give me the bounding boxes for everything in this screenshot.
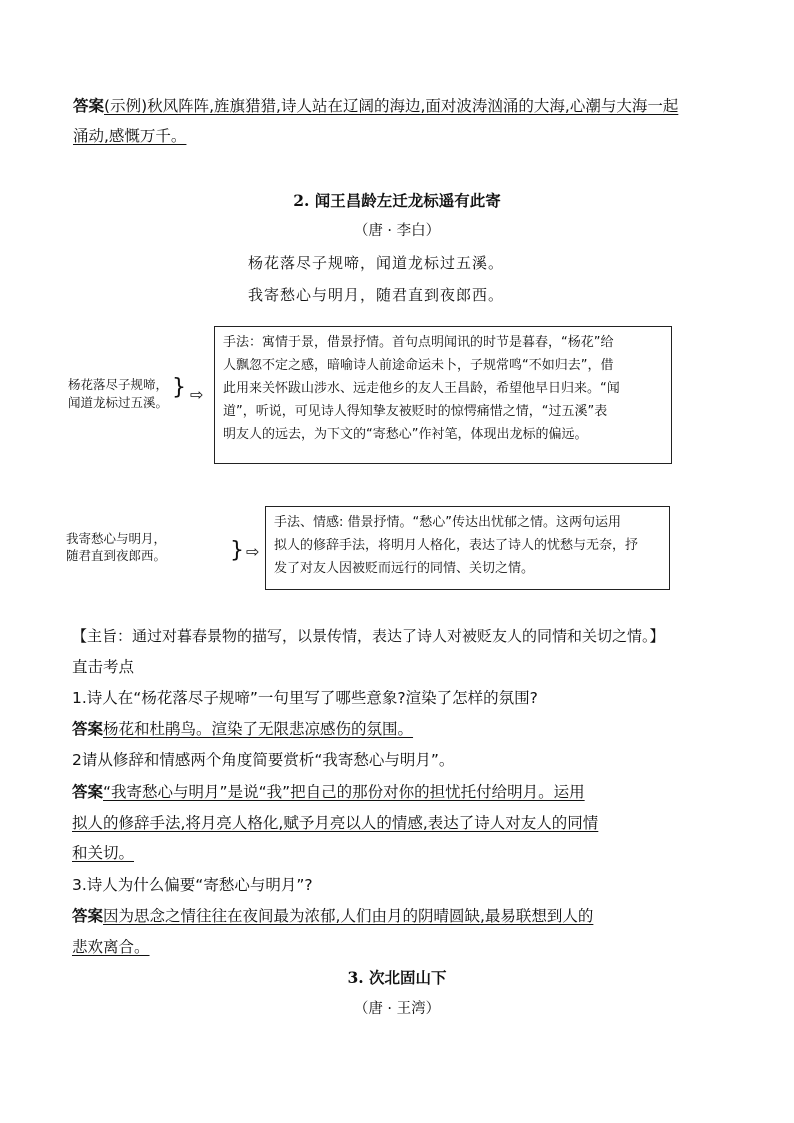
answer-q3-line-1 <box>72 906 593 926</box>
annotation-source-line-1: 杨花落尽子规啼， <box>68 377 169 392</box>
answer-text: (示例)秋风阵阵,旌旗猎猎,诗人站在辽阔的海边,面对波涛汹涌的大海,心潮与大海一起 <box>104 97 679 115</box>
poem-author: （唐 · 李白） <box>353 223 441 239</box>
answer-label: 答案 <box>72 907 104 925</box>
arrow-right-icon: ⇨ <box>246 542 260 561</box>
annotation-box-2 <box>265 506 670 590</box>
brace-icon: } <box>230 538 244 563</box>
answer-text: 和关切。 <box>72 844 135 862</box>
answer-text: 拟人的修辞手法,将月亮人格化,赋予月亮以人的情感,表达了诗人对友人的同情 <box>72 814 599 832</box>
annotation-text-line: 发了对友人因被贬而远行的同情、关切之情。 <box>274 561 535 576</box>
annotation-box-1 <box>214 326 672 464</box>
poem-author: （唐 · 王湾） <box>353 1001 441 1017</box>
annotation-text-line: 手法、情感: 借景抒情。“愁心”传达出忧郁之情。这两句运用 <box>274 515 621 530</box>
answer-q2-line-1 <box>72 782 585 802</box>
theme-statement: 【主旨：通过对暮春景物的描写，以景传情，表达了诗人对被贬友人的同情和关切之情。】 <box>72 627 665 645</box>
poem-title: 3. 次北固山下 <box>347 968 447 987</box>
answer-text: 涌动,感慨万千。 <box>73 127 187 145</box>
question-1: 1.诗人在“杨花落尽子规啼”一句里写了哪些意象?渲染了怎样的氛围? <box>72 689 538 707</box>
annotation-text-line: 拟人的修辞手法，将明月人格化，表达了诗人的忧愁与无奈，抒 <box>274 538 639 553</box>
annotation-text-line: 此用来关怀跋山涉水、远走他乡的友人王昌龄，希望他早日归来。“闻 <box>223 381 620 396</box>
brace-icon: } <box>172 375 186 400</box>
question-3: 3.诗人为什么偏要“寄愁心与明月”? <box>72 876 313 894</box>
annotation-text-line: 明友人的远去，为下文的“寄愁心”作衬笔，体现出龙标的偏远。 <box>223 427 588 442</box>
annotation-source-line-2: 闻道龙标过五溪。 <box>68 395 169 410</box>
annotation-text-line: 人飘忽不定之感，暗喻诗人前途命运未卜，子规常鸣“不如归去”，借 <box>223 358 614 373</box>
arrow-right-icon: ⇨ <box>190 385 204 404</box>
annotation-text-line: 道”，听说，可见诗人得知挚友被贬时的惊愕痛惜之情，“过五溪”表 <box>223 404 608 419</box>
answer-text: “我寄愁心与明月”是说“我”把自己的那份对你的担忧托付给明月。运用 <box>103 783 585 801</box>
annotation-source-line-1: 我寄愁心与明月， <box>66 531 167 546</box>
section-heading: 直击考点 <box>72 658 135 676</box>
answer-q2-line-3 <box>72 843 134 863</box>
answer-text: 悲欢离合。 <box>72 938 150 956</box>
answer-q3-line-2 <box>72 937 150 957</box>
annotation-text-line: 手法：寓情于景，借景抒情。首句点明闻讯的时节是暮春，“杨花”给 <box>223 335 614 350</box>
answer-text: 杨花和杜鹃鸟。渲染了无限悲凉感伤的氛围。 <box>103 720 414 738</box>
poem-line-1: 杨花落尽子规啼，闻道龙标过五溪。 <box>248 254 505 272</box>
answer-label: 答案 <box>72 783 104 801</box>
answer-1-line-2 <box>73 126 186 146</box>
poem-line-2: 我寄愁心与明月，随君直到夜郎西。 <box>248 286 505 304</box>
question-2: 2请从修辞和情感两个角度简要赏析“我寄愁心与明月”。 <box>72 751 455 769</box>
answer-q2-line-2 <box>72 813 598 833</box>
answer-label: 答案 <box>73 97 105 115</box>
answer-label: 答案 <box>72 720 104 738</box>
poem-title: 2. 闻王昌龄左迁龙标遥有此寄 <box>293 191 501 210</box>
annotation-source-line-2: 随君直到夜郎西。 <box>66 548 167 563</box>
answer-q1 <box>72 719 413 739</box>
answer-text: 因为思念之情往往在夜间最为浓郁,人们由月的阴晴圆缺,最易联想到人的 <box>103 907 594 925</box>
answer-1-line-1 <box>73 96 678 116</box>
